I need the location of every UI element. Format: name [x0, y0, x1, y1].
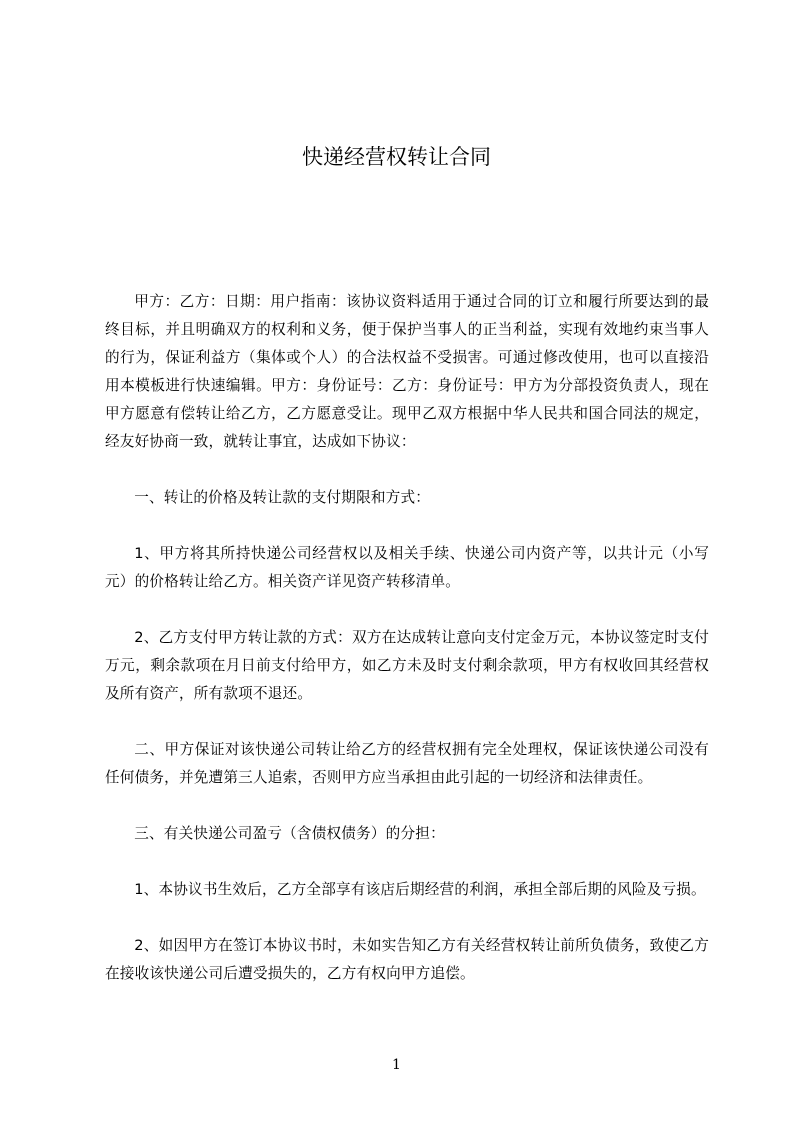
paragraph-section-1-heading: 一、转让的价格及转让款的支付期限和方式： — [134, 489, 431, 506]
paragraph-clause-3-2: 2、如因甲方在签订本协议书时，未如实告知乙方有关经营权转让前所负债务，致使乙方在接收该快递公司后遭受损失的，乙方有权向甲方追偿。 — [105, 937, 709, 982]
paragraph-section-3-heading: 三、有关快递公司盈亏（含债权债务）的分担： — [134, 825, 445, 842]
paragraph-clause-1-2: 2、乙方支付甲方转让款的方式：双方在达成转让意向支付定金万元，本协议签定时支付万元，剩余款项在月日前支付给甲方，如乙方未及时支付剩余款项，甲方有权收回其经营权及所有资产，所有款项不退还。 — [105, 629, 709, 702]
document-body — [105, 288, 709, 988]
paragraph-clause-3-1: 1、本协议书生效后，乙方全部享有该店后期经营的利润，承担全部后期的风险及亏损。 — [134, 881, 706, 898]
paragraph-section-2: 二、甲方保证对该快递公司转让给乙方的经营权拥有完全处理权，保证该快递公司没有任何债务，并免遭第三人追索，否则甲方应当承担由此引起的一切经济和法律责任。 — [105, 741, 709, 786]
paragraph-preamble: 甲方：乙方：日期：用户指南：该协议资料适用于通过合同的订立和履行所要达到的最终目标，并且明确双方的权利和义务，便于保护当事人的正当利益，实现有效地约束当事人的行为，保证利益方（集体或个人）的合法权益不受损害。可通过修改使用，也可以直接沿用本模板进行快速编辑。甲方：身份证号：乙方：身份证号：甲方为分部投资负责人，现在甲方愿意有偿转让给乙方，乙方愿意受让。现甲乙双方根据中华人民共和国合同法的规定，经友好协商一致，就转让事宜，达成如下协议： — [105, 293, 709, 450]
page-number: 1 — [392, 1057, 401, 1073]
paragraph-clause-1-1: 1、甲方将其所持快递公司经营权以及相关手续、快递公司内资产等，以共计元（小写元）的价格转让给乙方。相关资产详见资产转移清单。 — [105, 545, 709, 590]
document-title: 快递经营权转让合同 — [302, 145, 491, 169]
